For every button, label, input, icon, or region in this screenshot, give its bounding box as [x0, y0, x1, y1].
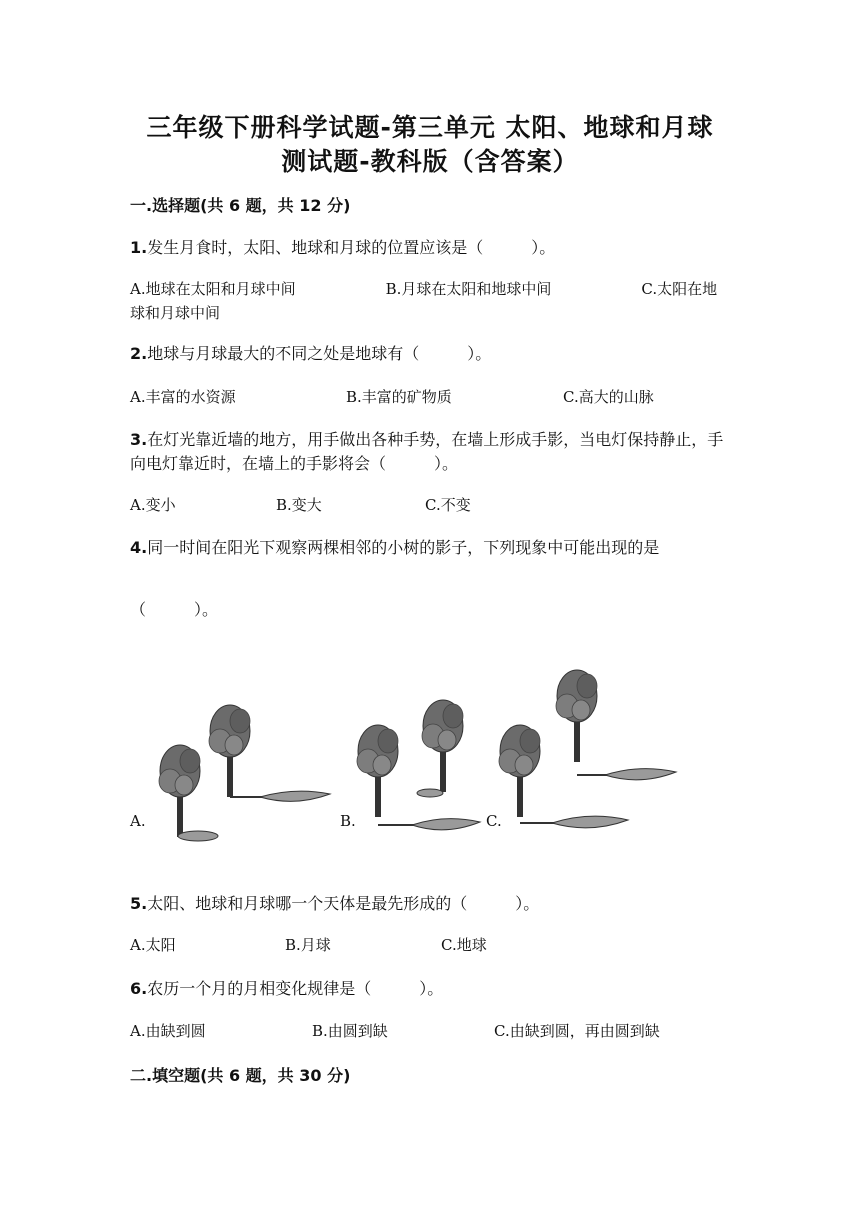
option-b-image	[357, 700, 480, 830]
question-text: 太阳、地球和月球哪一个天体是最先形成的（ ）。	[147, 894, 540, 913]
option-a: A.丰富的水资源	[130, 388, 236, 406]
option-c: C.高大的山脉	[563, 388, 654, 406]
section-2-heading: 二.填空题(共 6 题，共 30 分)	[130, 1066, 351, 1085]
question-text: 同一时间在阳光下观察两棵相邻的小树的影子，下列现象中可能出现的是	[147, 538, 660, 557]
answer-blank: （ ）。	[130, 600, 219, 619]
shadow-short	[417, 789, 443, 797]
option-a: A.变小	[130, 496, 176, 514]
shadow-long	[412, 819, 480, 830]
option-b-label: B.	[340, 812, 356, 830]
shadow-short	[178, 831, 218, 841]
question-4	[130, 536, 730, 560]
title-line-1: 三年级下册科学试题-第三单元 太阳、地球和月球	[146, 113, 714, 142]
question-1	[130, 236, 730, 260]
shadow-long	[260, 791, 330, 801]
question-6	[130, 977, 730, 1001]
shadow-long	[552, 816, 628, 828]
option-b: B.由圆到缺	[312, 1022, 388, 1040]
question-number: 6.	[130, 979, 148, 998]
option-b: B.变大	[276, 496, 322, 514]
option-a: A.太阳	[130, 936, 176, 954]
option-c-image	[499, 670, 676, 828]
question-text: 农历一个月的月相变化规律是（ ）。	[147, 979, 444, 998]
question-number: 3.	[130, 430, 148, 449]
question-2	[130, 342, 730, 366]
option-b: B.月球	[285, 936, 331, 954]
title-line-2: 测试题-教科版（含答案）	[281, 147, 579, 176]
question-number: 2.	[130, 344, 148, 363]
option-b: B.丰富的矿物质	[346, 388, 452, 406]
question-text: 地球与月球最大的不同之处是地球有（ ）。	[147, 344, 492, 363]
option-a: A.由缺到圆	[130, 1022, 206, 1040]
question-1-options: A.地球在太阳和月球中间 B.月球在太阳和地球中间 C.太阳在地球和月球中间	[130, 280, 718, 322]
question-number: 4.	[130, 538, 148, 557]
question-text: 在灯光靠近墙的地方，用手做出各种手势，在墙上形成手影，当电灯保持静止，手向电灯靠近时，在墙上的手影将会（ ）。	[130, 430, 724, 473]
option-c-label: C.	[486, 812, 502, 830]
option-a-label: A.	[130, 812, 146, 830]
question-number: 5.	[130, 894, 148, 913]
question-3	[130, 428, 730, 476]
shadow-long	[605, 769, 676, 780]
question-text: 发生月食时，太阳、地球和月球的位置应该是（ ）。	[147, 238, 556, 257]
option-c: C.不变	[425, 496, 471, 514]
option-c: C.由缺到圆，再由圆到缺	[494, 1022, 660, 1040]
option-a-image	[159, 705, 330, 841]
question-5	[130, 892, 730, 916]
option-c: C.地球	[441, 936, 487, 954]
section-1-heading: 一.选择题(共 6 题，共 12 分)	[130, 196, 351, 215]
question-number: 1.	[130, 238, 148, 257]
trees-and-shadows-figure	[130, 660, 690, 850]
